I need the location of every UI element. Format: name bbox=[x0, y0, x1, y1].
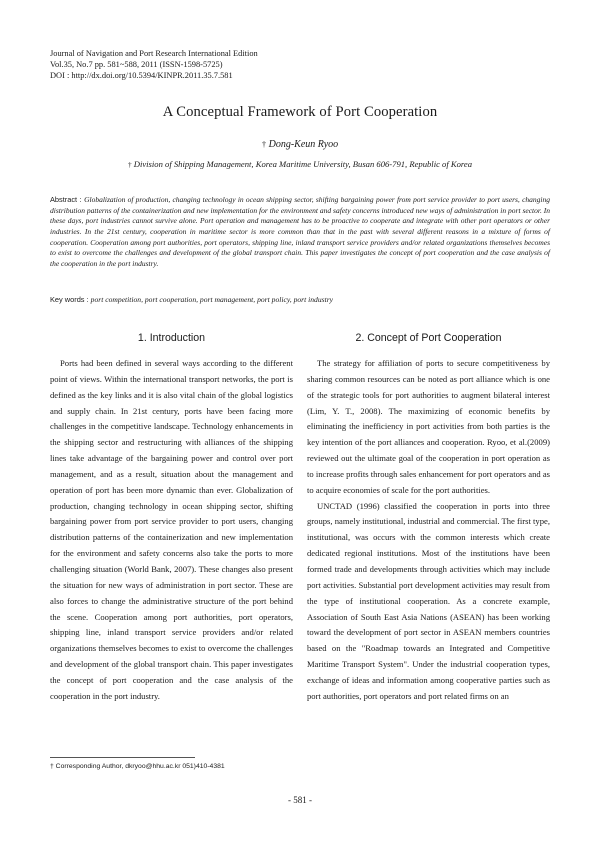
paragraph: The strategy for affiliation of ports to secure competitiveness by sharing common resources can be noted as port alliance which is one of the strategic tools for port authorities to augment bilateral interest (Lim, Y. T., 2008). The maximizing of economic benefits by eliminating the inefficiency in port activities from both parties is the key intention of the port alliances and cooperation. Ryoo, et al.(2009) reviewed out the ultimate goal of the cooperation in port operation as to increase profits through sales enhancement for port operators and as to acquire economies of scale for the port authorities. bbox=[307, 358, 550, 495]
keywords bbox=[50, 295, 550, 304]
paper-title: A Conceptual Framework of Port Cooperation bbox=[162, 104, 438, 120]
abstract-label: Abstract : bbox=[50, 195, 85, 204]
footnote-mark: † bbox=[50, 763, 54, 770]
column-right bbox=[307, 356, 550, 705]
affiliation-mark: † bbox=[127, 160, 132, 169]
footnote-divider bbox=[50, 757, 195, 758]
footnote bbox=[50, 763, 225, 770]
footnote-text: Corresponding Author, dkryoo@hhu.ac.kr 051)410-4381 bbox=[53, 763, 225, 770]
affiliation-line bbox=[0, 159, 600, 169]
abstract bbox=[50, 195, 550, 270]
paragraph: Ports had been defined in several ways according to the different point of views. Within the international transport networks, the port is defined as the key links and it is also vital chain of the global logistics and supply chain. In 21st century, ports have been facing more challenges in the competitive landscape. Technology enhancements in the shipping sector and restructuring with alliances of the shipping lines take advantage of the bargaining power and control over port management, and as a result, situation about the management and operation of port has been more dynamic than ever. Globalization of production, changing technology in ocean shipping sector, shifting bargaining power from port service provider to port users, changing distribution patterns of the containerization and new implementation for the environment and safety concerns also take the ports to more challenging situation (World Bank, 2007). These changes also present the situation for new ways of administration in port sector. These are also forces to change the administrative structure of the port behind the scene. Cooperation among port authorities, port operators, shipping line, inland transport service providers and/or related organizations themselves becomes to exist to overcome the challenges and development of the global transport chain. This paper investigates the concept of port cooperation and the case analysis of the cooperation in the port industry. bbox=[50, 358, 293, 701]
abstract-text: Globalization of production, changing technology in ocean shipping sector, shifting bargaining power from port service provider to port users, changing distribution patterns of the containerization and new implementation for the environment and safety concerns introduced new ways of administration in port sector. In these days, port industries cannot survive alone. Port operation and management has to be proactive to cooperate and integrate with other port operators or other industries. In the 21st century, cooperation in maritime sector is more common than that in the past with several different reasons in a mixture of forms of cooperation. Cooperation among port authorities, port operators, shipping line, inland transport service providers and/or related organizations themselves becomes to exist to overcome the challenges and development of the global transport chain. This paper investigates the concept of port cooperation and the case analysis of the cooperation in the port industry. bbox=[50, 195, 550, 268]
keywords-text: port competition, port cooperation, port management, port policy, port industry bbox=[90, 295, 334, 304]
section-heading-concept: 2. Concept of Port Cooperation bbox=[355, 332, 502, 344]
journal-header bbox=[50, 49, 570, 81]
affiliation-text: Division of Shipping Management, Korea Maritime University, Busan 606-791, Republic of Korea bbox=[133, 159, 473, 169]
column-left bbox=[50, 356, 293, 705]
author-line bbox=[0, 139, 600, 150]
journal-doi: DOI : http://dx.doi.org/10.5394/KINPR.2011.35.7.581 bbox=[50, 70, 233, 80]
paragraph: UNCTAD (1996) classified the cooperation in ports into three groups, namely institutional, industrial and commercial. The first type, institutional, was occurs with the common interests which create dedicated regional institutions. Most of the institutions have been formed trade and developments through activities which may include port activities. Substantial port development activities may result from the type of institutional cooperation. As a concrete example, Association of South East Asia Nations (ASEAN) has been working toward the development of port sector in ASEAN members countries based on the "Roadmap towards an Integrated and Competitive Maritime Transport System". Under the industrial cooperation types, exchange of ideas and information among cooperative parties such as port authorities, port operators and port related firms on an bbox=[307, 500, 550, 701]
keywords-label: Key words : bbox=[50, 295, 91, 304]
page-number: - 581 - bbox=[288, 795, 312, 805]
journal-volume: Vol.35, No.7 pp. 581~588, 2011 (ISSN-1598-5725) bbox=[50, 59, 223, 69]
author-mark: † bbox=[261, 139, 267, 149]
section-heading-introduction: 1. Introduction bbox=[137, 332, 206, 344]
author-name: Dong-Keun Ryoo bbox=[268, 139, 339, 150]
journal-name: Journal of Navigation and Port Research International Edition bbox=[50, 49, 258, 58]
